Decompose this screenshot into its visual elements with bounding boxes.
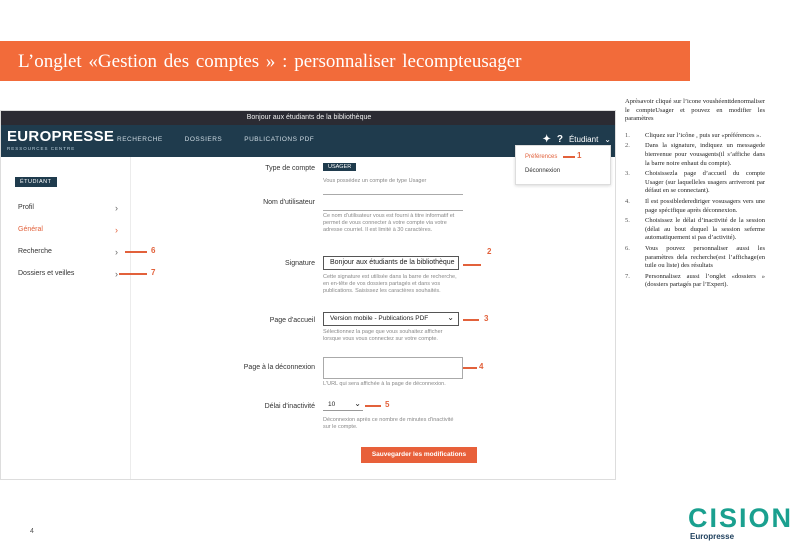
chevron-down-icon: ⌄: [354, 399, 361, 408]
instruction-step: 6. Vous pouvez personnaliser aussi les paramètres dela recherche(est l’affichage(en tuile ou liste) des résultats: [625, 244, 765, 270]
sidebar-item-label: Profil: [18, 204, 34, 211]
europresse-logo[interactable]: EUROPRESSE: [7, 128, 115, 145]
slide-title: L’onglet «Gestion des comptes » : personnaliser lecompteusager: [18, 51, 522, 72]
logout-page-label: Page à la déconnexion: [243, 364, 315, 371]
username-help: Ce nom d'utilisateur vous est fourni à titre informatif et permet de vous connecter à votre compte via votre adresse courriel. Il est limité à 30 caractères.: [323, 213, 455, 233]
annotation-2: 2: [487, 247, 492, 256]
chevron-right-icon: ›: [115, 203, 118, 213]
preferences-form: [131, 157, 616, 480]
account-badge: ÉTUDIANT: [15, 177, 57, 187]
homepage-help: Sélectionnez la page que vous souhaitez afficher lorsque vous vous connectez sur votre compte.: [323, 329, 443, 342]
cision-subbrand: Europresse: [690, 532, 735, 541]
menu-preferences[interactable]: Préférences: [525, 154, 558, 160]
chevron-right-icon: ›: [115, 225, 118, 235]
inactivity-value: 10: [328, 401, 336, 408]
homepage-value: Version mobile - Publications PDF: [330, 315, 429, 322]
instruction-step: 3. Choisissezla page d’accueil du compte Usager (sur laquelleles usagers arriveront par défaut en se connectant).: [625, 170, 765, 195]
nav-recherche[interactable]: RECHERCHE: [117, 136, 163, 143]
main-nav: [117, 136, 314, 143]
account-type-tag: USAGER: [323, 163, 356, 171]
instruction-step: 4. Il est possiblederediriger vosusagers vers une page spécifique après déconnexion.: [625, 197, 765, 214]
nav-right: [542, 134, 611, 145]
account-type-label: Type de compte: [265, 165, 315, 172]
nav-dossiers[interactable]: DOSSIERS: [184, 136, 223, 143]
inactivity-help: Déconnexion après ce nombre de minutes d'inactivité sur le compte.: [323, 417, 454, 430]
sidebar-item-label: Recherche: [18, 248, 52, 255]
annotation-7: 7: [151, 268, 156, 277]
nav-publications[interactable]: PUBLICATIONS PDF: [244, 136, 315, 143]
greeting-bar: Bonjour aux étudiants de la bibliothèque: [1, 111, 616, 125]
annotation-4: 4: [479, 362, 484, 371]
help-icon[interactable]: ?: [556, 134, 563, 145]
user-menu[interactable]: Étudiant: [568, 135, 599, 144]
homepage-select[interactable]: [323, 312, 459, 326]
instructions-intro: Aprèsavoir cliqué sur l’icone voushéenttdenormaliser le compteUsager et pouvez en modifier les paramètres: [625, 98, 765, 123]
username-field[interactable]: [323, 199, 463, 211]
sidebar-item-label: Général: [18, 226, 43, 233]
sidebar-item-label: Dossiers et veilles: [18, 270, 75, 277]
inactivity-label: Délai d'inactivité: [264, 403, 315, 410]
homepage-label: Page d'accueil: [269, 317, 315, 324]
annotation-arrow-5: [365, 405, 381, 407]
annotation-arrow-2: [463, 264, 481, 266]
instruction-step: 2. Dans la signature, indiquez un messagede bienvenue pour vousagents(il s’affiche dans la barre noire enhaut du compte).: [625, 142, 765, 167]
instruction-step: 7. Personnalisez aussi l’onglet «dossiers » (dossiers partagés par l’Expert).: [625, 272, 765, 289]
logo-subtitle: RESSOURCES CENTRE: [7, 146, 76, 151]
sidebar-item-profil[interactable]: [18, 204, 118, 211]
instructions-panel: [625, 98, 765, 292]
annotation-5: 5: [385, 400, 390, 409]
annotation-6: 6: [151, 246, 156, 255]
chevron-right-icon: ›: [115, 269, 118, 279]
logout-page-input[interactable]: [323, 357, 463, 379]
signature-input[interactable]: Bonjour aux étudiants de la bibliothèque: [323, 256, 459, 270]
account-type-line: [323, 183, 463, 195]
account-type-help: Vous possédez un compte de type Usager: [323, 178, 427, 184]
page-number: 4: [30, 528, 34, 535]
pin-icon[interactable]: ✦: [542, 134, 551, 145]
annotation-arrow-4: [463, 367, 477, 369]
cision-wordmark: CISION: [688, 503, 794, 533]
annotation-3: 3: [484, 314, 489, 323]
instruction-step: 5. Choisissez le délai d’inactivité de la session (délai au bout duquel la session seferme automatiquement si pas d’activité).: [625, 217, 765, 242]
inactivity-select[interactable]: [323, 399, 363, 411]
instruction-step: 1. Cliquez sur l’icône , puis sur «préférences ».: [625, 131, 762, 139]
sidebar-item-dossiers[interactable]: [18, 270, 118, 277]
sidebar-item-general[interactable]: [18, 226, 118, 233]
annotation-arrow-3: [463, 319, 479, 321]
chevron-down-icon: ⌄: [447, 313, 454, 322]
sidebar-item-recherche[interactable]: [18, 248, 118, 255]
signature-help: Cette signature est utilisée dans la barre de recherche, en en-tête de vos dossiers partagés et dans vos publications. Saisissez les caractères souhaités.: [323, 274, 457, 294]
logout-page-help: L'URL qui sera affichée à la page de déconnexion.: [323, 381, 446, 387]
username-label: Nom d'utilisateur: [263, 199, 315, 206]
instructions-steps: [625, 132, 765, 290]
europresse-screenshot: [0, 110, 616, 480]
chevron-down-icon[interactable]: ⌄: [604, 135, 611, 144]
slide-title-banner: [0, 41, 690, 81]
menu-deconnexion[interactable]: Déconnexion: [525, 168, 561, 174]
annotation-1: 1: [577, 151, 582, 160]
save-button[interactable]: Sauvegarder les modifications: [361, 447, 477, 463]
sidebar: [1, 157, 131, 480]
chevron-right-icon: ›: [115, 247, 118, 257]
cision-logo: [688, 503, 794, 541]
signature-label: Signature: [285, 260, 315, 267]
